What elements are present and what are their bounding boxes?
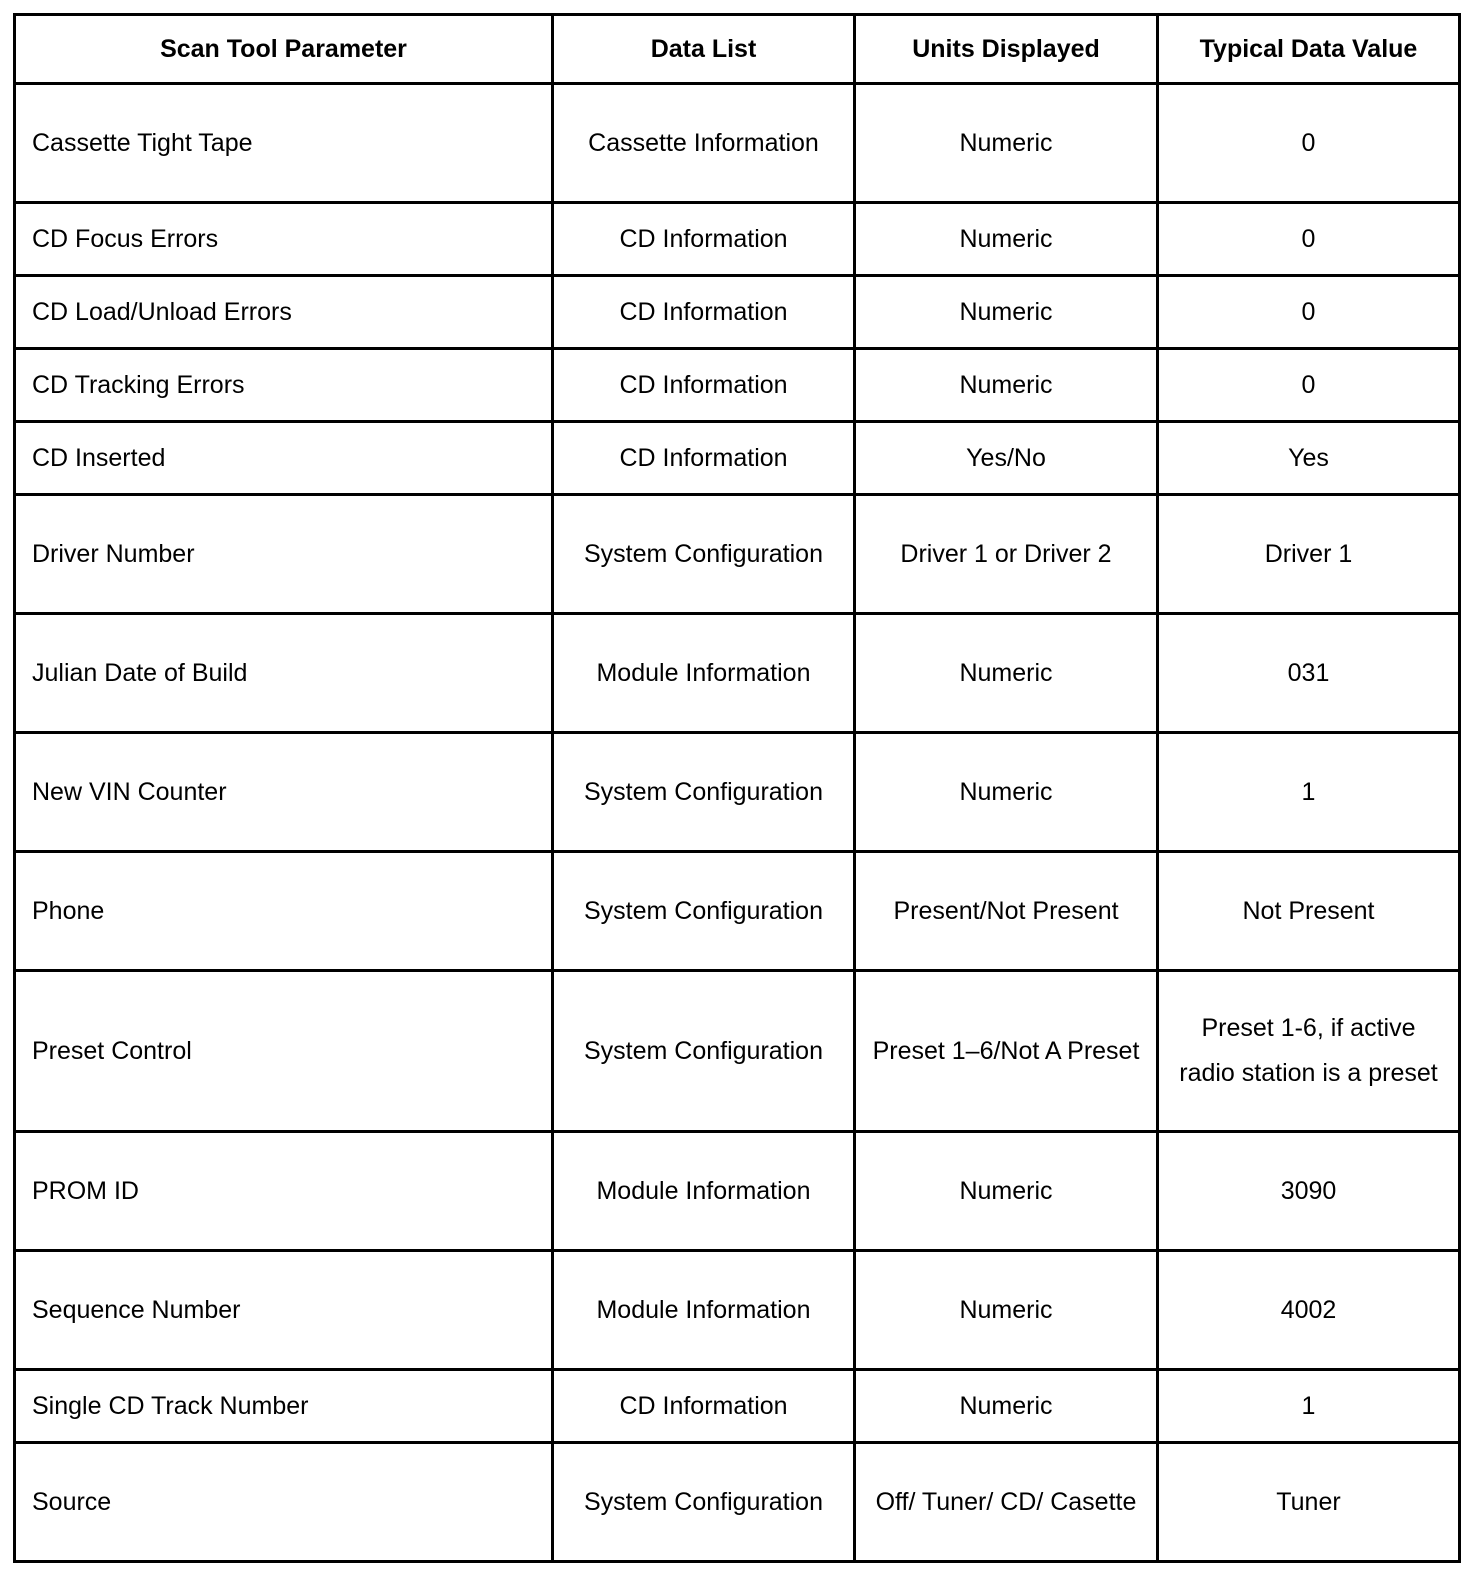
typical-value-cell: 1 <box>1158 1370 1460 1443</box>
parameter-cell: CD Focus Errors <box>15 203 553 276</box>
units-cell: Numeric <box>855 84 1158 203</box>
data-list-cell: System Configuration <box>553 495 855 614</box>
data-list-cell: CD Information <box>553 349 855 422</box>
typical-value-cell: 0 <box>1158 203 1460 276</box>
data-list-cell: System Configuration <box>553 733 855 852</box>
table-row <box>15 1132 1460 1251</box>
data-list-cell: Module Information <box>553 1251 855 1370</box>
units-cell: Numeric <box>855 1132 1158 1251</box>
units-cell: Off/ Tuner/ CD/ Casette <box>855 1443 1158 1562</box>
data-list-cell: CD Information <box>553 1370 855 1443</box>
header-units-displayed: Units Displayed <box>855 15 1158 84</box>
data-list-cell: CD Information <box>553 422 855 495</box>
parameter-cell: Single CD Track Number <box>15 1370 553 1443</box>
parameter-cell: Cassette Tight Tape <box>15 84 553 203</box>
table-row <box>15 971 1460 1132</box>
typical-value-cell: Yes <box>1158 422 1460 495</box>
table-row <box>15 84 1460 203</box>
parameter-cell: New VIN Counter <box>15 733 553 852</box>
parameter-cell: Phone <box>15 852 553 971</box>
parameter-cell: CD Inserted <box>15 422 553 495</box>
data-list-cell: Cassette Information <box>553 84 855 203</box>
table-row <box>15 422 1460 495</box>
units-cell: Driver 1 or Driver 2 <box>855 495 1158 614</box>
parameter-cell: Driver Number <box>15 495 553 614</box>
table-row <box>15 733 1460 852</box>
typical-value-cell: 0 <box>1158 349 1460 422</box>
table-row <box>15 203 1460 276</box>
data-list-cell: System Configuration <box>553 1443 855 1562</box>
typical-value-cell: 0 <box>1158 276 1460 349</box>
units-cell: Numeric <box>855 203 1158 276</box>
typical-value-cell: 031 <box>1158 614 1460 733</box>
table-row <box>15 1443 1460 1562</box>
units-cell: Numeric <box>855 733 1158 852</box>
data-list-cell: System Configuration <box>553 852 855 971</box>
typical-value-cell: Preset 1-6, if active radio station is a preset <box>1158 971 1460 1132</box>
units-cell: Numeric <box>855 1370 1158 1443</box>
data-list-cell: CD Information <box>553 276 855 349</box>
scan-tool-data-table <box>13 13 1461 1563</box>
data-list-cell: Module Information <box>553 614 855 733</box>
data-list-cell: Module Information <box>553 1132 855 1251</box>
units-cell: Numeric <box>855 276 1158 349</box>
table-row <box>15 276 1460 349</box>
units-cell: Present/Not Present <box>855 852 1158 971</box>
header-typical-data-value: Typical Data Value <box>1158 15 1460 84</box>
typical-value-cell: Tuner <box>1158 1443 1460 1562</box>
parameter-cell: CD Load/Unload Errors <box>15 276 553 349</box>
table-header-row <box>15 15 1460 84</box>
scan-tool-data-table-page <box>13 13 1461 1563</box>
typical-value-cell: 4002 <box>1158 1251 1460 1370</box>
units-cell: Preset 1–6/Not A Preset <box>855 971 1158 1132</box>
table-row <box>15 852 1460 971</box>
header-data-list: Data List <box>553 15 855 84</box>
header-scan-tool-parameter: Scan Tool Parameter <box>15 15 553 84</box>
typical-value-cell: Not Present <box>1158 852 1460 971</box>
parameter-cell: Source <box>15 1443 553 1562</box>
units-cell: Numeric <box>855 349 1158 422</box>
units-cell: Numeric <box>855 1251 1158 1370</box>
units-cell: Yes/No <box>855 422 1158 495</box>
parameter-cell: Julian Date of Build <box>15 614 553 733</box>
units-cell: Numeric <box>855 614 1158 733</box>
table-row <box>15 614 1460 733</box>
parameter-cell: Preset Control <box>15 971 553 1132</box>
typical-value-cell: 1 <box>1158 733 1460 852</box>
typical-value-cell: Driver 1 <box>1158 495 1460 614</box>
table-row <box>15 495 1460 614</box>
table-row <box>15 1370 1460 1443</box>
typical-value-cell: 0 <box>1158 84 1460 203</box>
parameter-cell: CD Tracking Errors <box>15 349 553 422</box>
table-row <box>15 349 1460 422</box>
parameter-cell: Sequence Number <box>15 1251 553 1370</box>
data-list-cell: System Configuration <box>553 971 855 1132</box>
data-list-cell: CD Information <box>553 203 855 276</box>
table-row <box>15 1251 1460 1370</box>
parameter-cell: PROM ID <box>15 1132 553 1251</box>
typical-value-cell: 3090 <box>1158 1132 1460 1251</box>
